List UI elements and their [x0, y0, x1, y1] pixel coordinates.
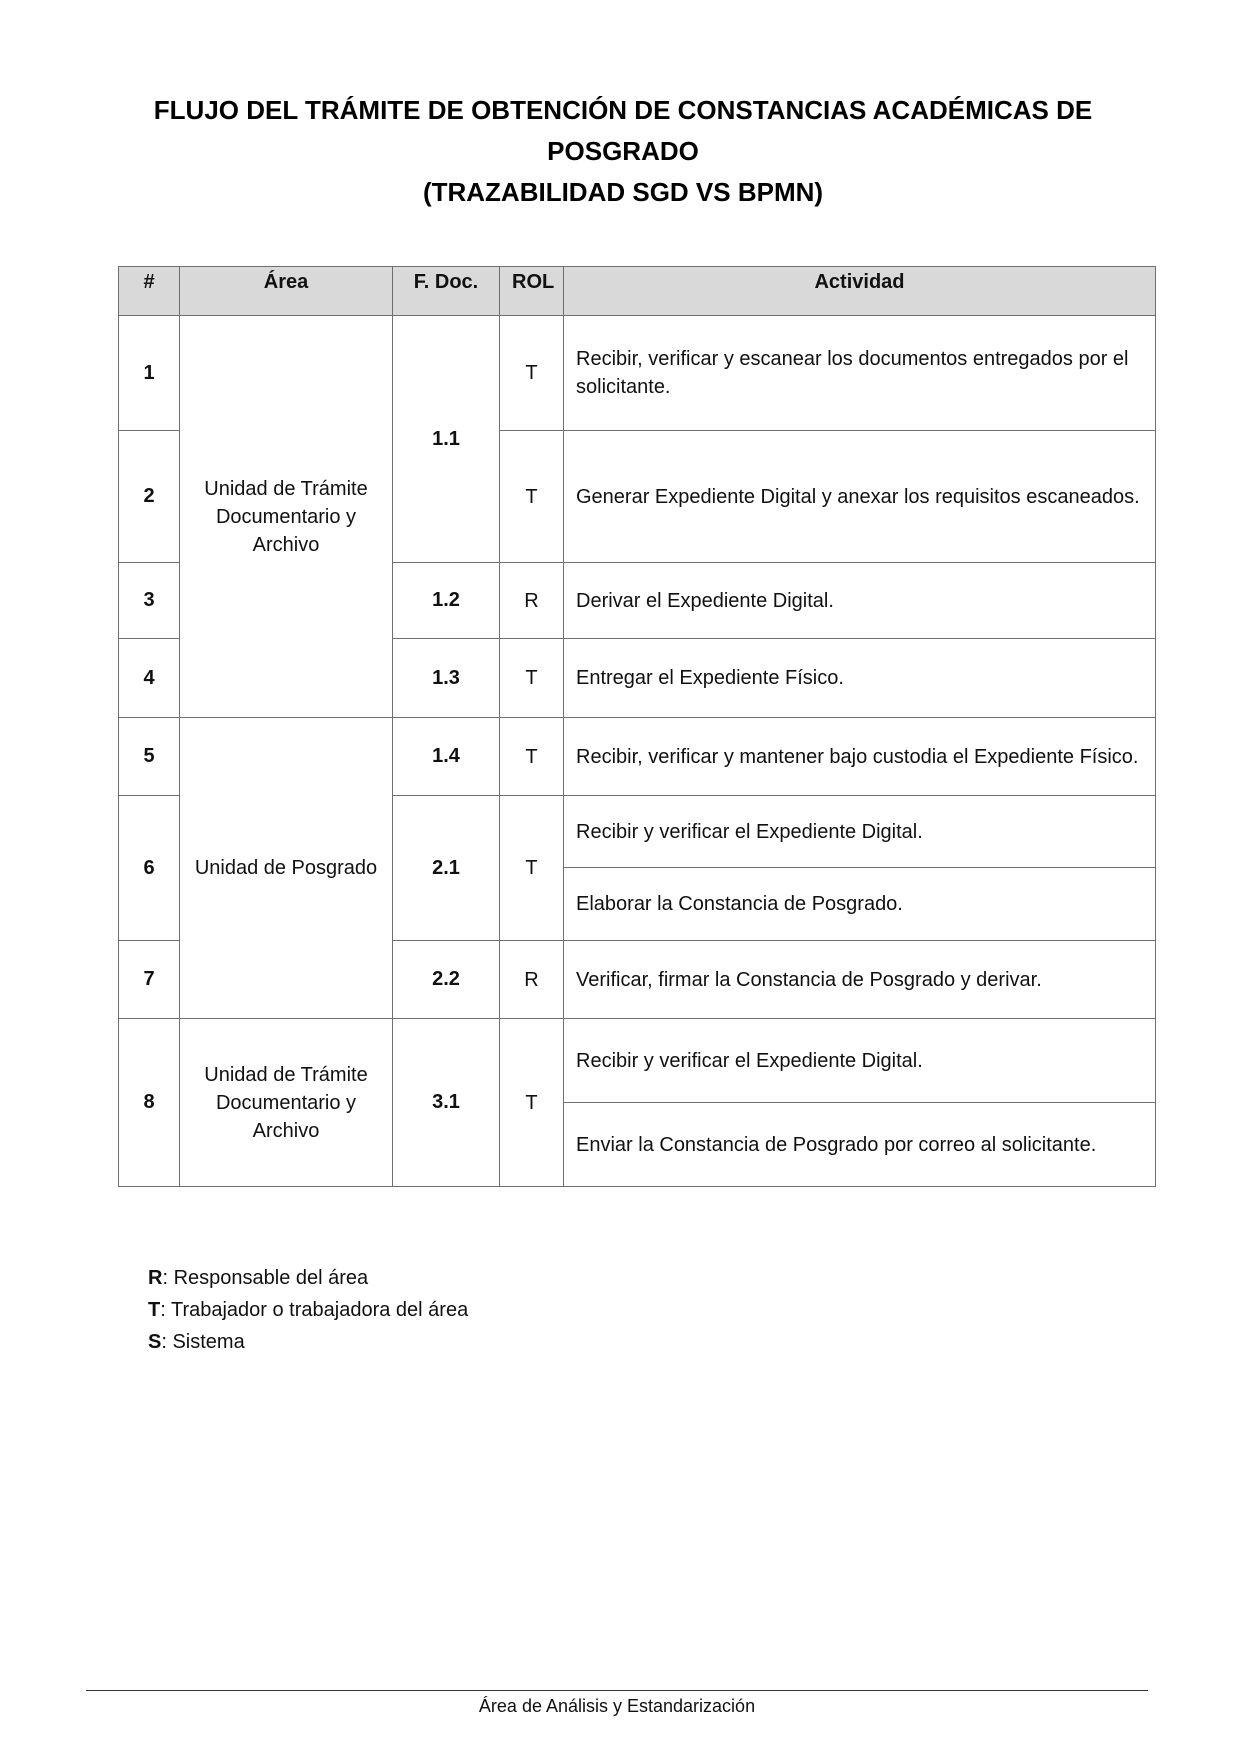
area-cell: Unidad de Trámite Documentario y Archivo [180, 316, 393, 718]
fdoc-cell: 1.2 [393, 563, 500, 639]
rol-cell: T [500, 316, 564, 431]
title-line-3: (TRAZABILIDAD SGD VS BPMN) [422, 177, 824, 207]
row-number: 7 [119, 941, 180, 1019]
rol-cell: T [500, 639, 564, 718]
row-number: 8 [119, 1019, 180, 1187]
table-row [119, 1019, 1156, 1103]
legend-item [148, 1294, 468, 1326]
legend-key: R [148, 1267, 163, 1289]
activity-cell: Generar Expediente Digital y anexar los requisitos escaneados. [564, 431, 1156, 563]
activity-cell: Enviar la Constancia de Posgrado por correo al solicitante. [564, 1103, 1156, 1187]
header-fdoc: F. Doc. [393, 267, 500, 316]
activity-cell: Elaborar la Constancia de Posgrado. [564, 868, 1156, 941]
activity-cell: Recibir, verificar y escanear los documentos entregados por el solicitante. [564, 316, 1156, 431]
fdoc-cell: 3.1 [393, 1019, 500, 1187]
row-number: 4 [119, 639, 180, 718]
fdoc-cell: 1.3 [393, 639, 500, 718]
page-footer: Área de Análisis y Estandarización [478, 1696, 756, 1716]
row-number: 5 [119, 718, 180, 796]
activity-cell: Recibir y verificar el Expediente Digital. [564, 796, 1156, 868]
legend-text: : Responsable del área [162, 1267, 369, 1289]
table-row [119, 718, 1156, 796]
title-line-2: POSGRADO [547, 136, 699, 166]
rol-cell: T [500, 1019, 564, 1187]
area-cell: Unidad de Posgrado [180, 718, 393, 1019]
title-line-1: FLUJO DEL TRÁMITE DE OBTENCIÓN DE CONSTANCIAS ACADÉMICAS DE [153, 95, 1093, 125]
activity-cell: Entregar el Expediente Físico. [564, 639, 1156, 718]
activity-cell: Verificar, firmar la Constancia de Posgrado y derivar. [564, 941, 1156, 1019]
role-legend [148, 1262, 468, 1358]
header-rol: ROL [500, 267, 564, 316]
legend-text: : Trabajador o trabajadora del área [160, 1299, 469, 1321]
rol-cell: T [500, 796, 564, 941]
header-number: # [119, 267, 180, 316]
fdoc-cell: 2.2 [393, 941, 500, 1019]
activity-cell: Derivar el Expediente Digital. [564, 563, 1156, 639]
rol-cell: T [500, 431, 564, 563]
document-title [118, 90, 1128, 213]
legend-key: S [148, 1331, 162, 1353]
legend-item [148, 1262, 468, 1294]
row-number: 2 [119, 431, 180, 563]
fdoc-cell: 1.1 [393, 316, 500, 563]
legend-text: : Sistema [161, 1331, 245, 1353]
table-row [119, 316, 1156, 431]
row-number: 1 [119, 316, 180, 431]
row-number: 6 [119, 796, 180, 941]
header-activity: Actividad [564, 267, 1156, 316]
activity-cell: Recibir y verificar el Expediente Digital. [564, 1019, 1156, 1103]
fdoc-cell: 1.4 [393, 718, 500, 796]
table-header-row [119, 267, 1156, 316]
traceability-table [118, 266, 1156, 1187]
footer-divider [86, 1690, 1148, 1691]
rol-cell: R [500, 563, 564, 639]
fdoc-cell: 2.1 [393, 796, 500, 941]
area-cell: Unidad de Trámite Documentario y Archivo [180, 1019, 393, 1187]
header-area: Área [180, 267, 393, 316]
legend-key: T [148, 1299, 161, 1321]
legend-item [148, 1326, 468, 1358]
activity-cell: Recibir, verificar y mantener bajo custodia el Expediente Físico. [564, 718, 1156, 796]
row-number: 3 [119, 563, 180, 639]
rol-cell: T [500, 718, 564, 796]
rol-cell: R [500, 941, 564, 1019]
